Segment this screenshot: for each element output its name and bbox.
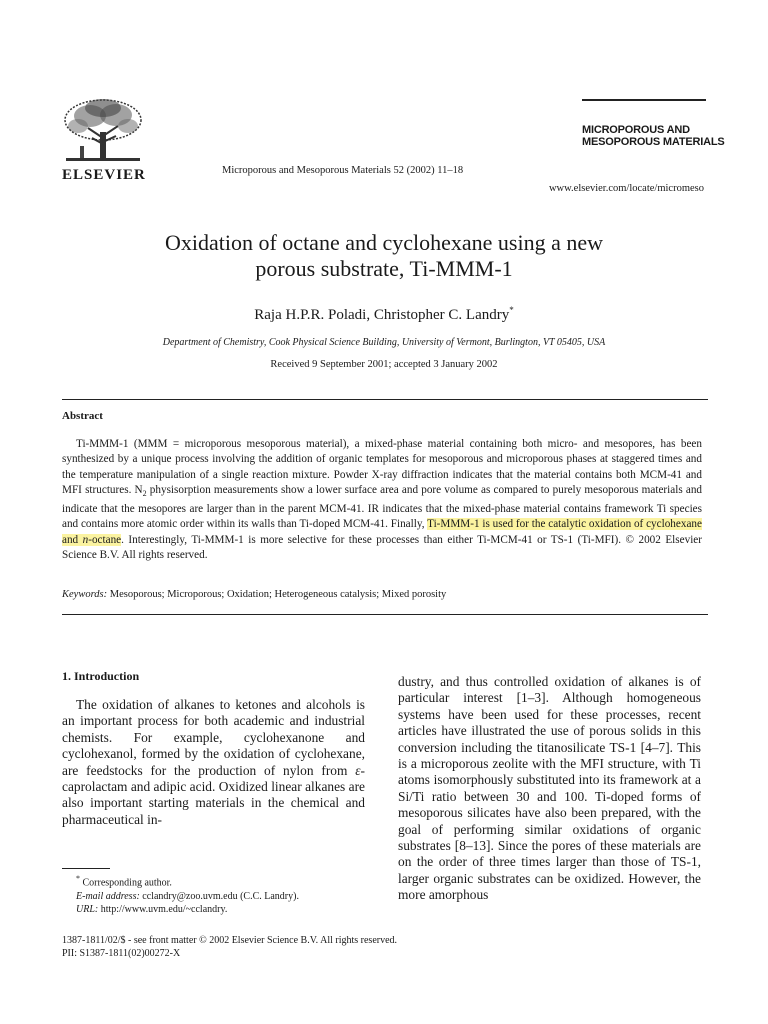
footnote-email	[62, 890, 299, 903]
article-title	[60, 230, 708, 282]
front-matter	[62, 934, 397, 961]
front-matter-line1: 1387-1811/02/$ - see front matter © 2002 Elsevier Science B.V. All rights reserved.	[62, 935, 398, 946]
intro-left-part-a: The oxidation of alkanes to ketones and alcohols is an important process for both academic and industrial chemists. For example, cyclohexanone and cyclohexanol, formed by the oxidation of cyclohexane, are feedstocks for the production of nylon from	[62, 697, 365, 778]
journal-url[interactable]: www.elsevier.com/locate/micromeso	[548, 183, 704, 194]
intro-left-part-b: -caprolactam and adipic acid. Oxidized linear alkanes are also important starting materials in the chemical and pharmaceutical in-	[62, 762, 365, 827]
front-matter-pii: PII: S1387-1811(02)00272-X	[62, 948, 181, 960]
intro-left-column	[62, 697, 365, 828]
elsevier-tree-icon	[58, 98, 148, 166]
authors	[60, 305, 708, 324]
epsilon-symbol: ε	[355, 762, 361, 778]
title-line-1: Oxidation of octane and cyclohexane using a new	[164, 230, 603, 255]
intro-heading: 1. Introduction	[62, 669, 140, 683]
corresponding-mark: *	[509, 305, 514, 315]
abstract-part-1: Ti-MMM-1 (MMM = microporous mesoporous material), a mixed-phase material containing both micro- and mesopores, has been synthesized by a unique process involving the addition of organic templates for mesoporous and microporous phases at staggered times and the temperature manipulation of a single reaction mixture. Powder X-ray diffraction indicates that the material contains both MCM-41 and MFI structures. N	[62, 438, 702, 497]
highlight-part-1: Ti-MMM-1 is used for the catalytic oxidation of cyclohexane and	[62, 518, 702, 546]
abstract-part-2: physisorption measurements show a lower surface area and pore volume as compared to purely mesoporous materials and indicate that the mesopores are larger than in the parent MCM-41. IR indicates that the mixed-phase material contains framework Ti species and contains more atomic order within its walls than Ti-doped MCM-41. Finally,	[62, 484, 703, 531]
abstract-part-3: . Interestingly, Ti-MMM-1 is more selective for these processes than either Ti-MCM-41 or TS-1 (Ti-MFI). © 2002 Elsevier Science B.V. All rights reserved.	[62, 533, 702, 562]
footnote	[62, 872, 299, 916]
author-names: Raja H.P.R. Poladi, Christopher C. Landry	[254, 307, 510, 323]
footnote-url	[62, 903, 299, 916]
email-value[interactable]: cclandry@zoo.uvm.edu (C.C. Landry).	[139, 890, 299, 902]
url-value[interactable]: http://www.uvm.edu/~cclandry.	[98, 903, 228, 915]
publisher-name: ELSEVIER	[62, 167, 146, 183]
email-label: E-mail address:	[76, 890, 140, 902]
received-dates: Received 9 September 2001; accepted 3 January 2002	[270, 359, 498, 370]
keywords-list: Mesoporous; Microporous; Oxidation; Heterogeneous catalysis; Mixed porosity	[107, 589, 447, 600]
title-line-2: porous substrate, Ti-MMM-1	[255, 256, 513, 281]
footnote-corresponding-text: Corresponding author.	[80, 877, 172, 889]
journal-brand-line2: MESOPOROUS MATERIALS	[582, 136, 725, 148]
highlight-part-2: -octane	[88, 533, 122, 546]
url-label: URL:	[76, 903, 99, 915]
journal-brand-line1: MICROPOROUS AND	[582, 124, 690, 136]
footnote-corresponding	[62, 872, 299, 890]
keywords-label: Keywords:	[62, 589, 108, 600]
affiliation: Department of Chemistry, Cook Physical Science Building, University of Vermont, Burlington, VT 05405, USA	[162, 337, 606, 348]
journal-reference: Microporous and Mesoporous Materials 52 (2002) 11–18	[222, 165, 464, 176]
footnote-mark: *	[76, 874, 80, 883]
journal-brand	[582, 124, 724, 148]
abstract-rule-top	[62, 399, 708, 400]
brand-rule	[582, 99, 706, 101]
footnote-rule	[62, 868, 110, 869]
n2-subscript: 2	[142, 489, 147, 499]
highlight-italic-n: n	[82, 533, 89, 546]
abstract-text	[62, 437, 702, 563]
abstract-rule-bottom	[62, 614, 708, 615]
abstract-heading: Abstract	[62, 410, 103, 422]
keywords	[62, 589, 446, 600]
intro-right-column: dustry, and thus controlled oxidation of alkanes is of particular interest [1–3]. Although homogeneous systems have been used for these processes, recent articles have illustrated the use of porous solids in this conversion including the titanosilicate TS-1 [4–7]. This is a microporous zeolite with the MFI structure, with Ti atoms isomorphously substituted into its framework at a Si/Ti ratio between 30 and 100. Ti-doped forms of mesoporous silicates have also been prepared, with the goal of performing similar oxidations of organic substrates [8–13]. Since the pores of these materials are on the order of three times larger than those of TS-1, larger organic substrates can be oxidized. However, the more amorphous	[398, 674, 701, 903]
